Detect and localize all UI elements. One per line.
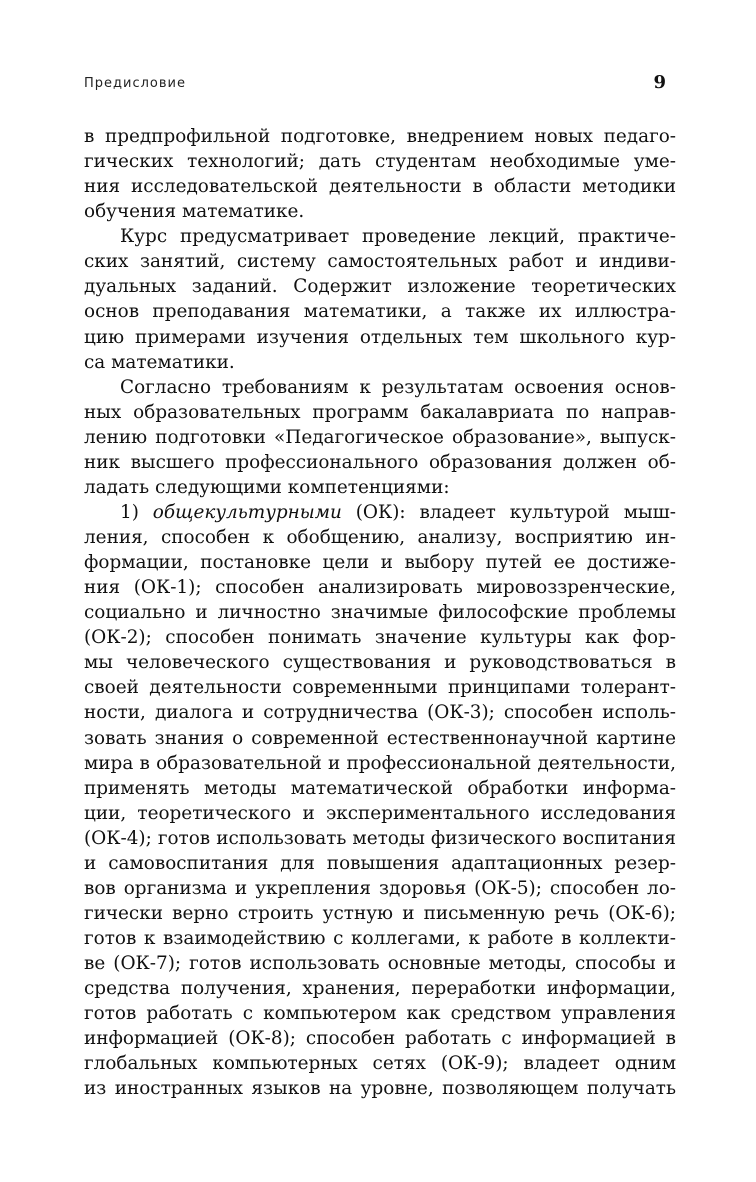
text-line: гически верно строить устную и письменную речь (ОК-6);	[84, 902, 676, 924]
running-head-title: Предисловие	[84, 76, 186, 91]
text-line: ных образовательных программ бакалавриата по направ-	[84, 401, 676, 423]
text-line: готов работать с компьютером как средством управления	[84, 1003, 676, 1025]
text-line-competency-intro	[84, 500, 676, 525]
text-line: в предпрофильной подготовке, внедрением новых педаго-	[84, 126, 676, 147]
text-line: социально и личностно значимые философские проблемы	[84, 602, 676, 624]
text-line: ник высшего профессионального образования должен об-	[84, 451, 676, 473]
text-line: цию примерами изучения отдельных тем школьного кур-	[84, 326, 676, 348]
text-line: своей деятельности современными принципами толерант-	[84, 677, 676, 699]
text-line-rest: (ОК): владеет культурой мыш-	[341, 501, 676, 523]
list-marker: 1)	[120, 501, 153, 523]
text-line: ления, способен к обобщению, анализу, восприятию ин-	[84, 527, 676, 548]
text-line: ния (ОК-1); способен анализировать мировоззренческие,	[84, 577, 676, 599]
text-line: ности, диалога и сотрудничества (ОК-3); способен исполь-	[84, 702, 676, 724]
text-line: формации, постановке цели и выбору путей ее достиже-	[84, 552, 676, 574]
text-line: дуальных заданий. Содержит изложение теоретических	[84, 276, 676, 298]
text-line: лению подготовки «Педагогическое образование», выпуск-	[84, 426, 676, 448]
competency-term: общекультурными	[152, 501, 342, 523]
text-line: ции, теоретического и экспериментального исследования	[84, 802, 676, 824]
text-line: са математики.	[84, 351, 235, 373]
text-line: основ преподавания математики, а также их иллюстра-	[84, 301, 676, 323]
text-line: готов к взаимодействию с коллегами, к работе в коллекти-	[84, 928, 676, 949]
text-line: вов организма и укрепления здоровья (ОК-5); способен ло-	[84, 877, 676, 899]
page-number: 9	[653, 72, 666, 93]
text-line: (ОК-4); готов использовать методы физического воспитания	[84, 827, 676, 849]
text-line: средства получения, хранения, переработки информации,	[84, 978, 676, 1000]
text-line: ния исследовательской деятельности в области методики	[84, 176, 676, 198]
body-text	[84, 124, 676, 1101]
text-line: применять методы математической обработки информа-	[84, 777, 676, 799]
text-line: мы человеческого существования и руководствоваться в	[84, 652, 676, 674]
text-line: Курс предусматривает проведение лекций, практиче-	[120, 226, 676, 248]
text-line: мира в образовательной и профессиональной деятельности,	[84, 752, 676, 774]
text-line: гических технологий; дать студентам необходимые уме-	[84, 151, 676, 173]
text-line: ве (ОК-7); готов использовать основные методы, способы и	[84, 953, 676, 975]
text-line: и самовоспитания для повышения адаптационных резер-	[84, 852, 676, 874]
text-line: обучения математике.	[84, 201, 305, 223]
text-line: информацией (ОК-8); способен работать с информацией в	[84, 1028, 676, 1050]
text-line: глобальных компьютерных сетях (ОК-9); владеет одним	[84, 1053, 676, 1075]
text-line: ских занятий, систему самостоятельных работ и индиви-	[84, 251, 676, 273]
text-line: из иностранных языков на уровне, позволяющем получать	[84, 1078, 676, 1100]
text-line: (ОК-2); способен понимать значение культуры как фор-	[84, 627, 676, 649]
text-line: зовать знания о современной естественнонаучной картине	[84, 727, 676, 749]
text-line: ладать следующими компетенциями:	[84, 476, 450, 498]
text-line: Согласно требованиям к результатам освоения основ-	[120, 376, 676, 398]
